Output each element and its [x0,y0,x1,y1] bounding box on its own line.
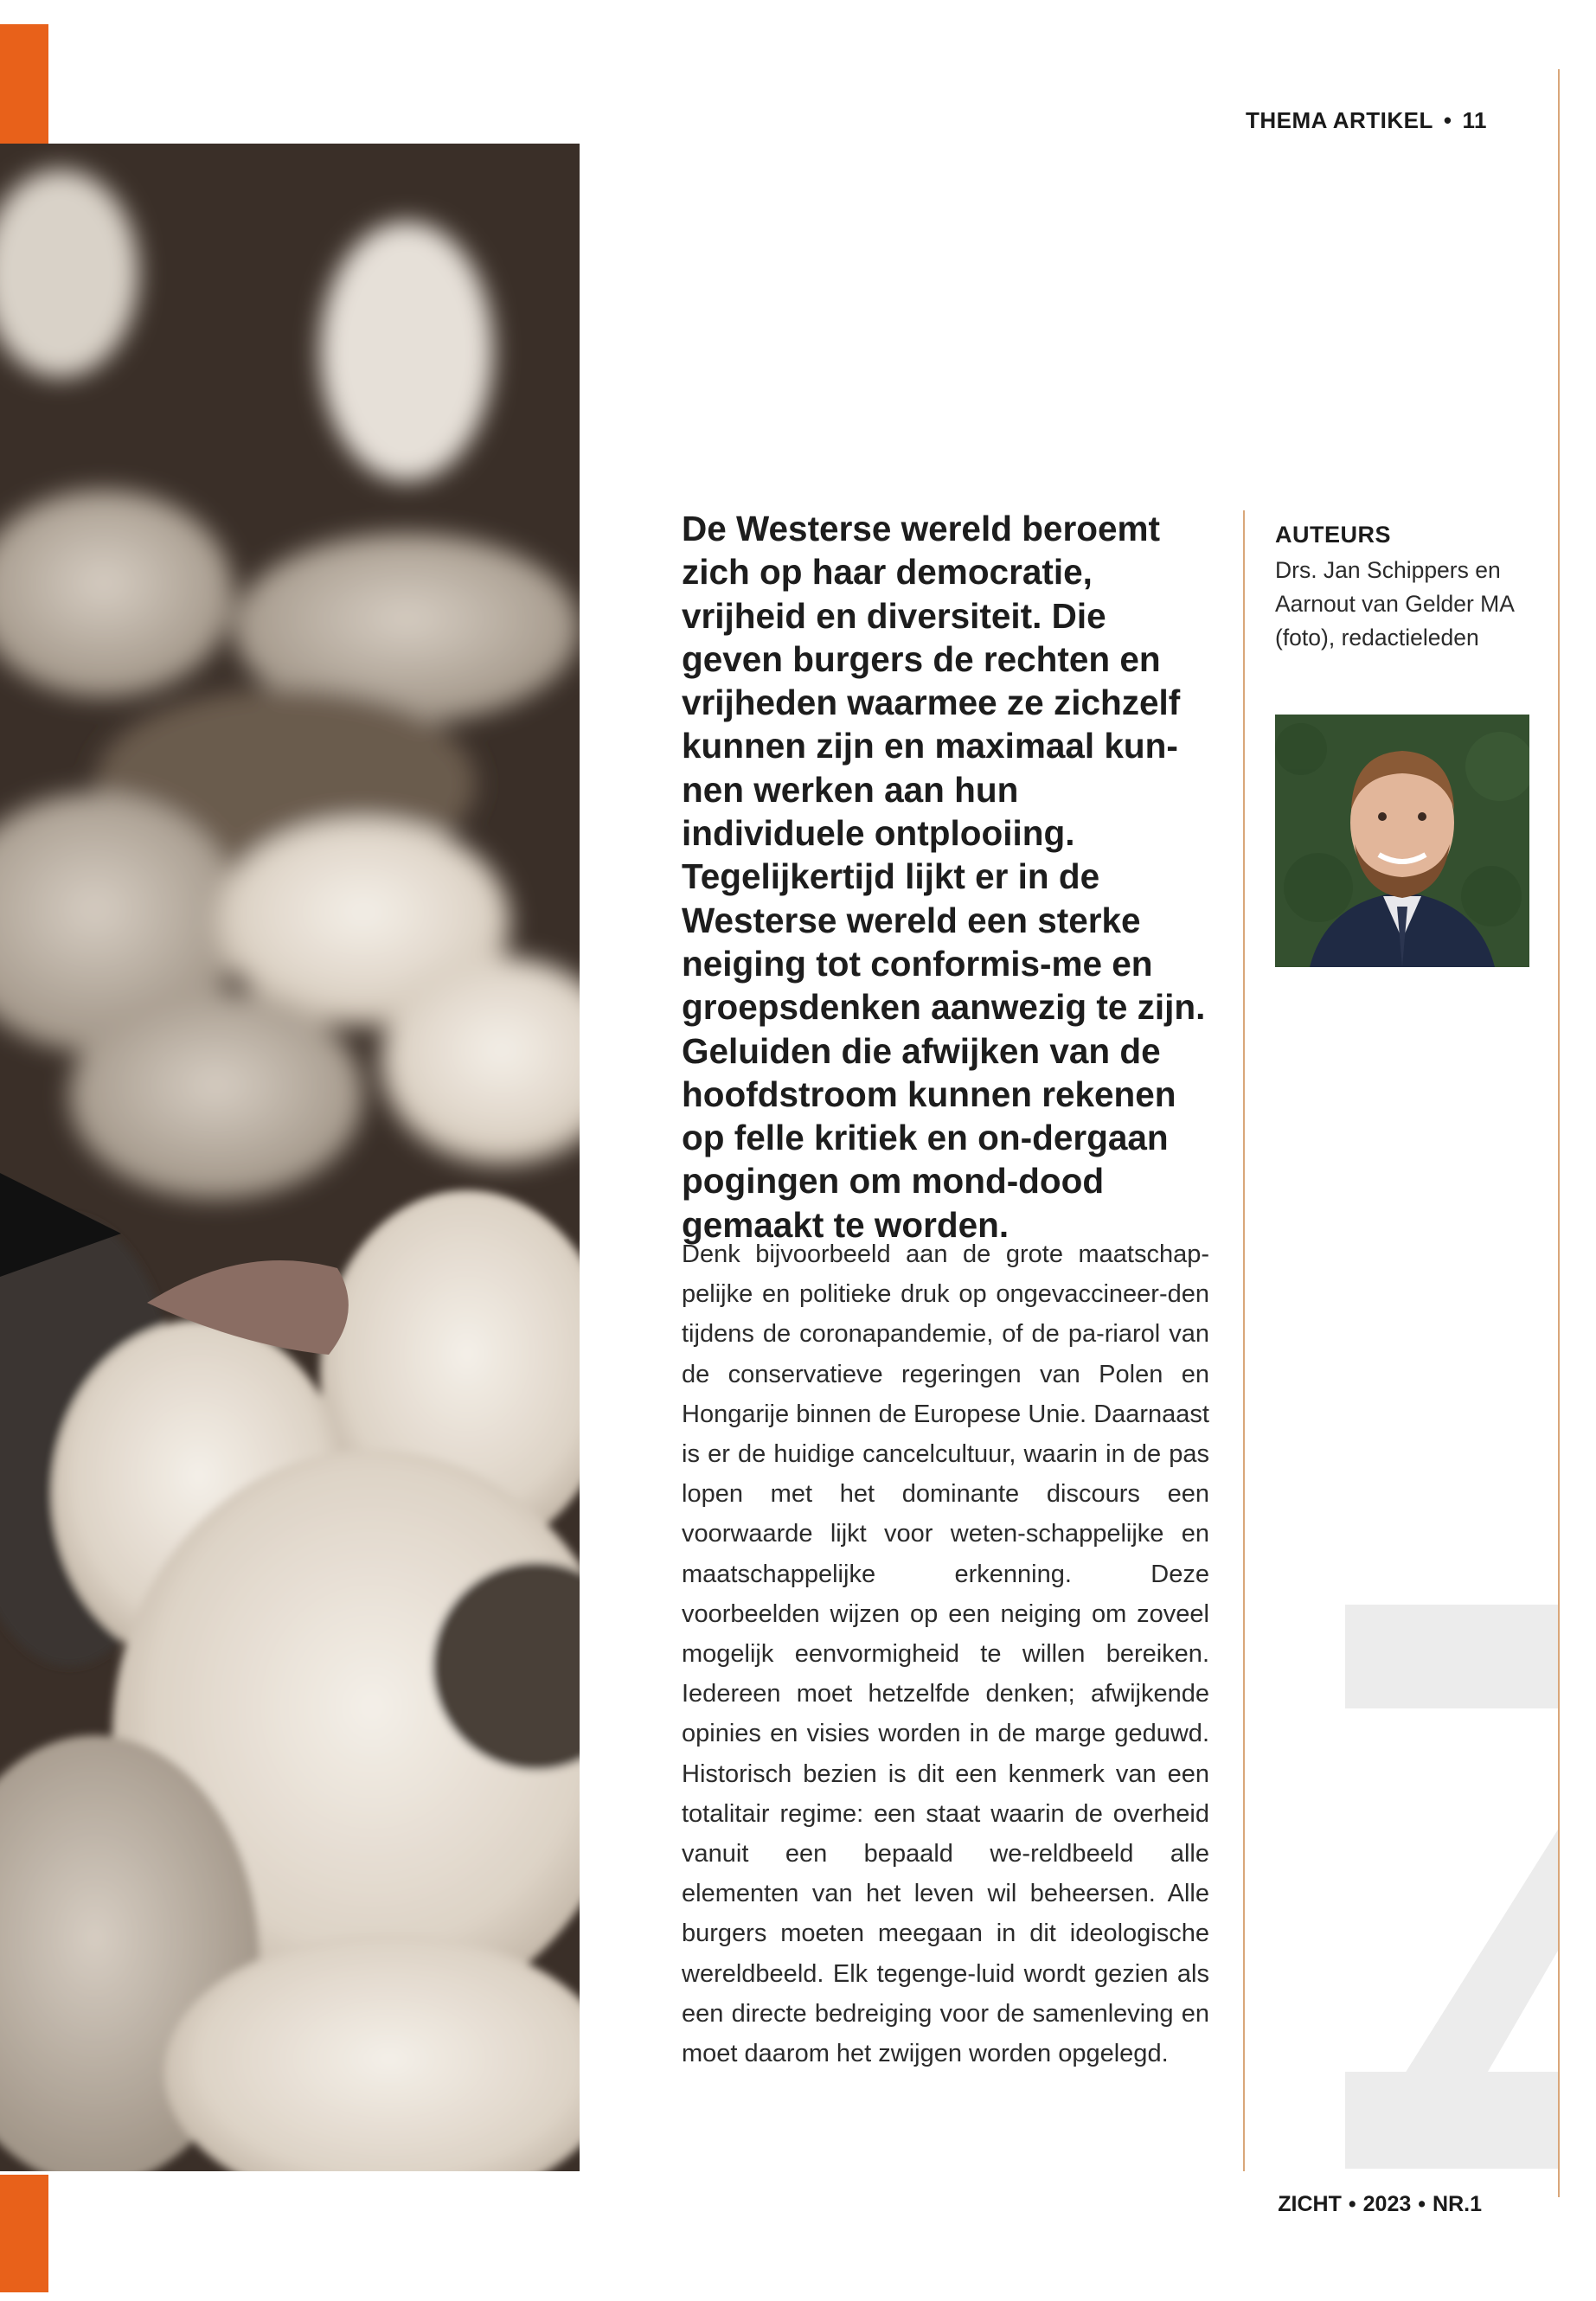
authors-text: Drs. Jan Schippers en Aarnout van Gelder MA (foto), redactieleden [1275,557,1514,651]
vertical-rule-right [1558,69,1560,2197]
section-label: THEMA ARTIKEL [1246,107,1433,133]
issue-number: NR.1 [1433,2192,1482,2216]
magazine-name: ZICHT [1278,2192,1342,2216]
author-photo [1275,715,1529,967]
accent-bar-bottom [0,2175,48,2292]
running-header [1246,107,1487,134]
decorative-z-watermark [1345,1605,1558,2169]
vertical-rule-column [1243,510,1245,2171]
separator-dot: • [1443,107,1452,133]
page-number: 11 [1462,107,1487,133]
issue-year: 2023 [1362,2192,1412,2216]
accent-bar-top [0,24,48,145]
body-paragraph: Denk bijvoorbeeld aan de grote maatschap-pelijke en politieke druk op ongevaccineer-den tijdens de coronapandemie, of de pa-riarol van de conservatieve regeringen van Polen en Hongarije binnen de Europese Unie. Daarnaast is er de huidige cancelcultuur, waarin in de pas lopen met het dominante discours een voorwaarde lijkt voor weten-schappelijke en maatschappelijke erkenning. Deze voorbeelden wijzen op een neiging om zoveel mogelijk eenvormigheid te willen bereiken. Iedereen moet hetzelfde denken; afwijkende opinies en visies worden in de marge geduwd. Historisch bezien is dit een kenmerk van een totalitair regime: een staat waarin de overheid vanuit een bepaald we-reldbeeld alle elementen van het leven wil beheersen. Alle burgers moeten meegaan in dit ideologische wereldbeeld. Elk tegenge-luid wordt gezien als een directe bedreiging voor de samenleving en moet daarom het zwijgen worden opgelegd. [682,1240,1209,2068]
authors-label: AUTEURS [1275,522,1392,548]
footer-magazine-info [1278,2192,1482,2217]
intro-paragraph: De Westerse wereld beroemt zich op haar democratie, vrijheid en diversiteit. Die geven burgers de rechten en vrijheden waarmee ze zichzelf kunnen zijn en maximaal kun-nen werken aan hun individuele ontplooiing. Tegelijkertijd lijkt er in de Westerse wereld een sterke neiging tot conformis-me en groepsdenken aanwezig te zijn. Geluiden die afwijken van de hoofdstroom kunnen rekenen op felle kritiek en on-dergaan pogingen om mond-dood gemaakt te worden. [682,509,1206,1245]
sheep-photo [0,144,580,2171]
separator-dot: • [1348,2192,1356,2216]
separator-dot: • [1418,2192,1426,2216]
